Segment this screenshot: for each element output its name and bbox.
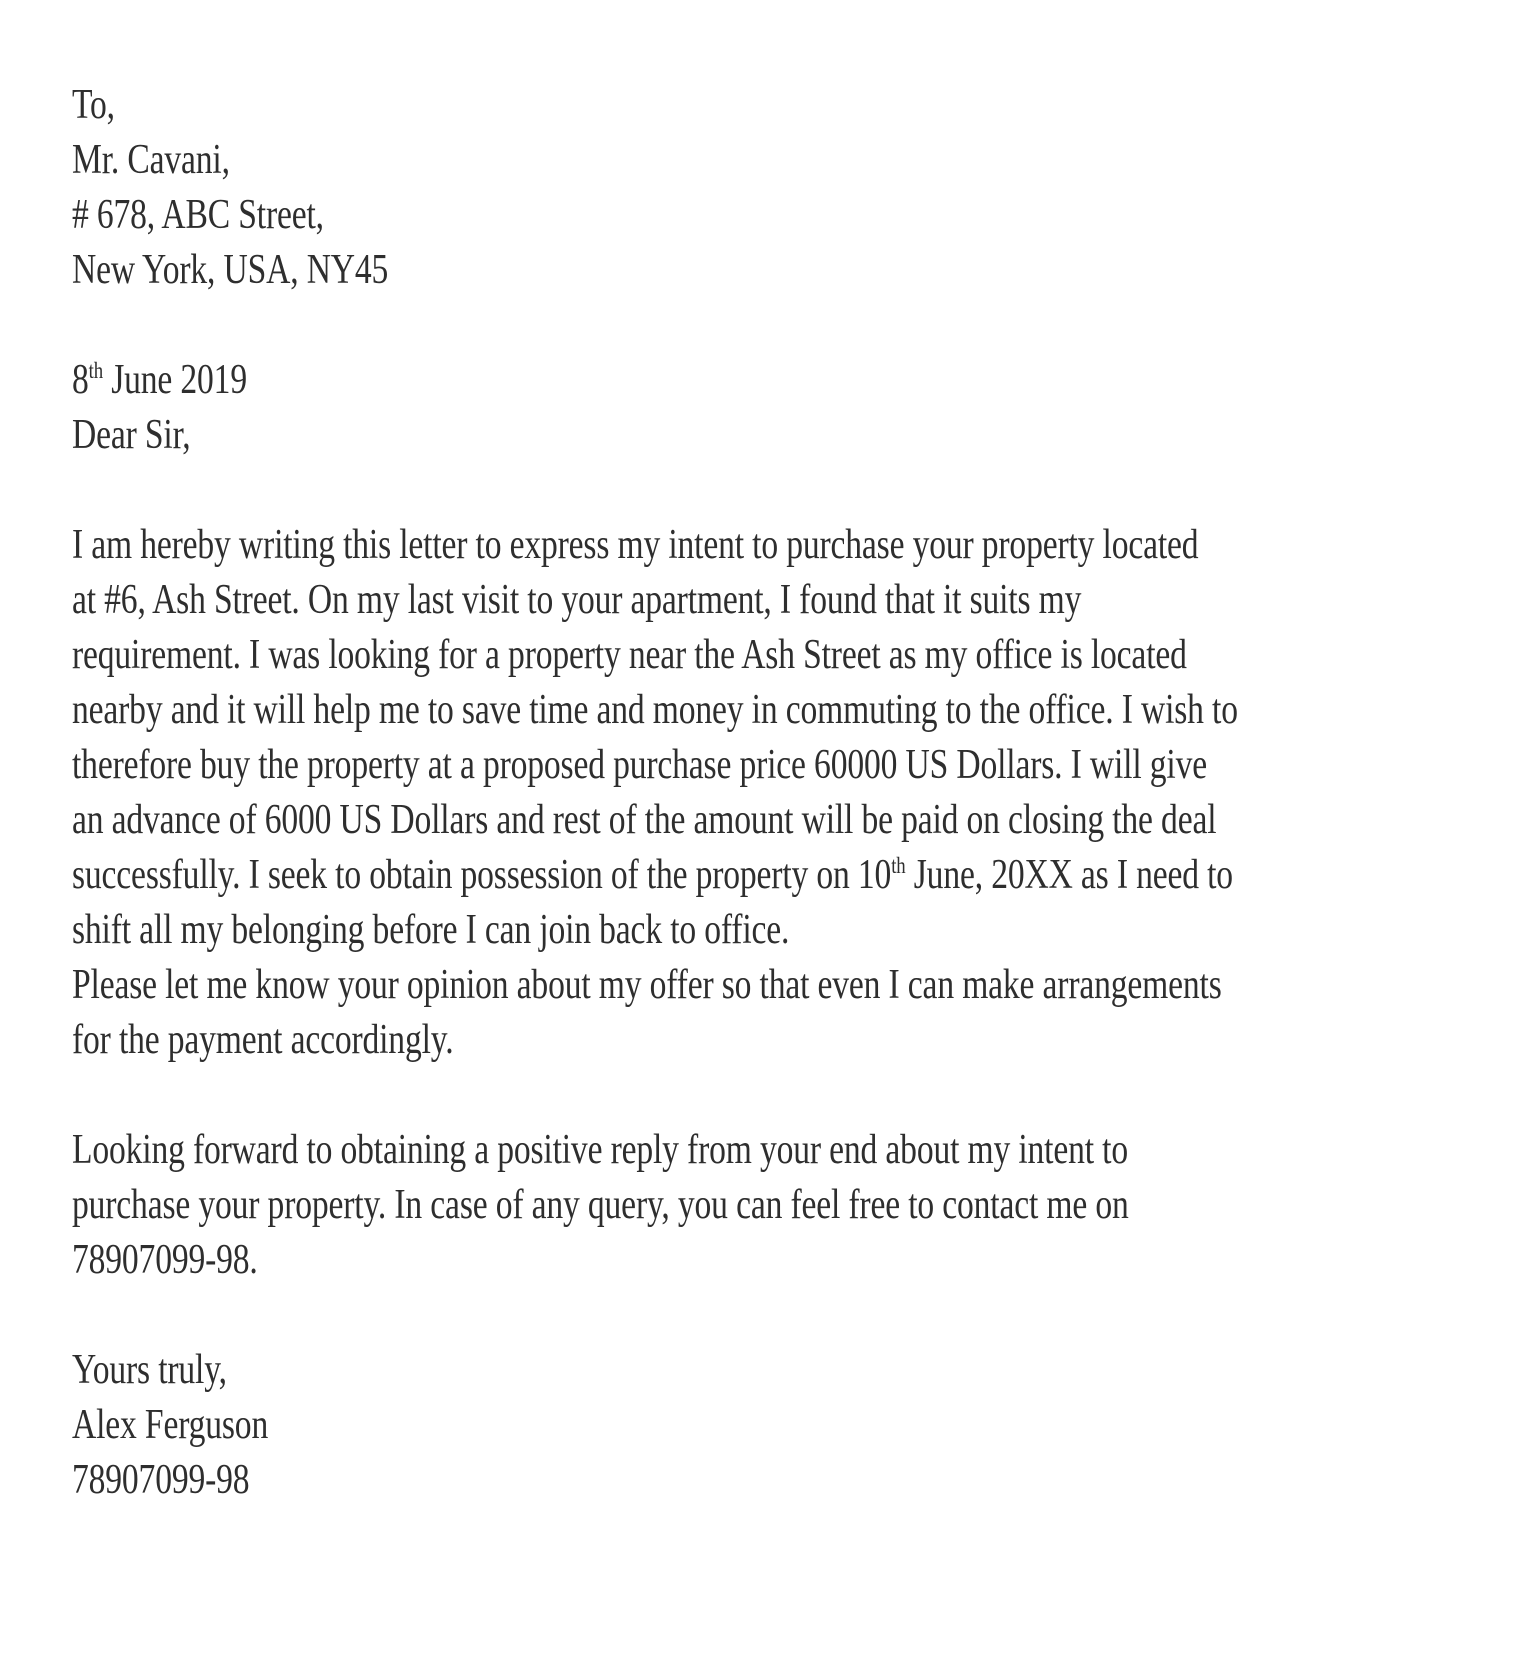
possession-date-post: June, 20XX as I need to <box>905 852 1233 898</box>
date-day: 8 <box>72 357 89 403</box>
closing-phrase: Yours truly, <box>72 1347 227 1393</box>
body-line: Please let me know your opinion about my offer so that even I can make arrangements <box>72 962 1222 1008</box>
recipient-address-line: # 678, ABC Street, <box>72 192 324 238</box>
body-line: an advance of 6000 US Dollars and rest of the amount will be paid on closing the deal <box>72 797 1217 843</box>
body-line: requirement. I was looking for a property near the Ash Street as my office is located <box>72 632 1187 678</box>
possession-date-ordinal-suffix: th <box>891 853 906 879</box>
salutation: Dear Sir, <box>72 412 191 458</box>
date-salutation-block <box>72 353 1473 463</box>
body-line: therefore buy the property at a proposed purchase price 60000 US Dollars. I will give <box>72 742 1207 788</box>
recipient-address-line: Mr. Cavani, <box>72 137 230 183</box>
body-line: at #6, Ash Street. On my last visit to your apartment, I found that it suits my <box>72 577 1082 623</box>
signatory-phone: 78907099-98 <box>72 1457 250 1503</box>
body-paragraph-2 <box>72 1123 1473 1288</box>
recipient-address-line: New York, USA, NY45 <box>72 247 389 293</box>
body-line: I am hereby writing this letter to express my intent to purchase your property located <box>72 522 1199 568</box>
body-paragraph-1 <box>72 518 1473 1068</box>
body-line: shift all my belonging before I can join back to office. <box>72 907 790 953</box>
body-line-with-possession-date <box>72 848 1233 903</box>
recipient-address-block <box>72 78 1473 298</box>
body-line: for the payment accordingly. <box>72 1017 454 1063</box>
date-ordinal-suffix: th <box>88 358 103 384</box>
recipient-address-line: To, <box>72 82 115 128</box>
contact-phone-line: 78907099-98. <box>72 1237 258 1283</box>
signature-block <box>72 1343 1473 1508</box>
date-line <box>72 353 1193 408</box>
possession-date-pre: successfully. I seek to obtain possession of the property on 10 <box>72 852 892 898</box>
body-line: nearby and it will help me to save time and money in commuting to the office. I wish to <box>72 687 1238 733</box>
signatory-name: Alex Ferguson <box>72 1402 269 1448</box>
body-line: Looking forward to obtaining a positive reply from your end about my intent to <box>72 1127 1128 1173</box>
date-month-year: June 2019 <box>102 357 247 403</box>
body-line: purchase your property. In case of any query, you can feel free to contact me on <box>72 1182 1129 1228</box>
